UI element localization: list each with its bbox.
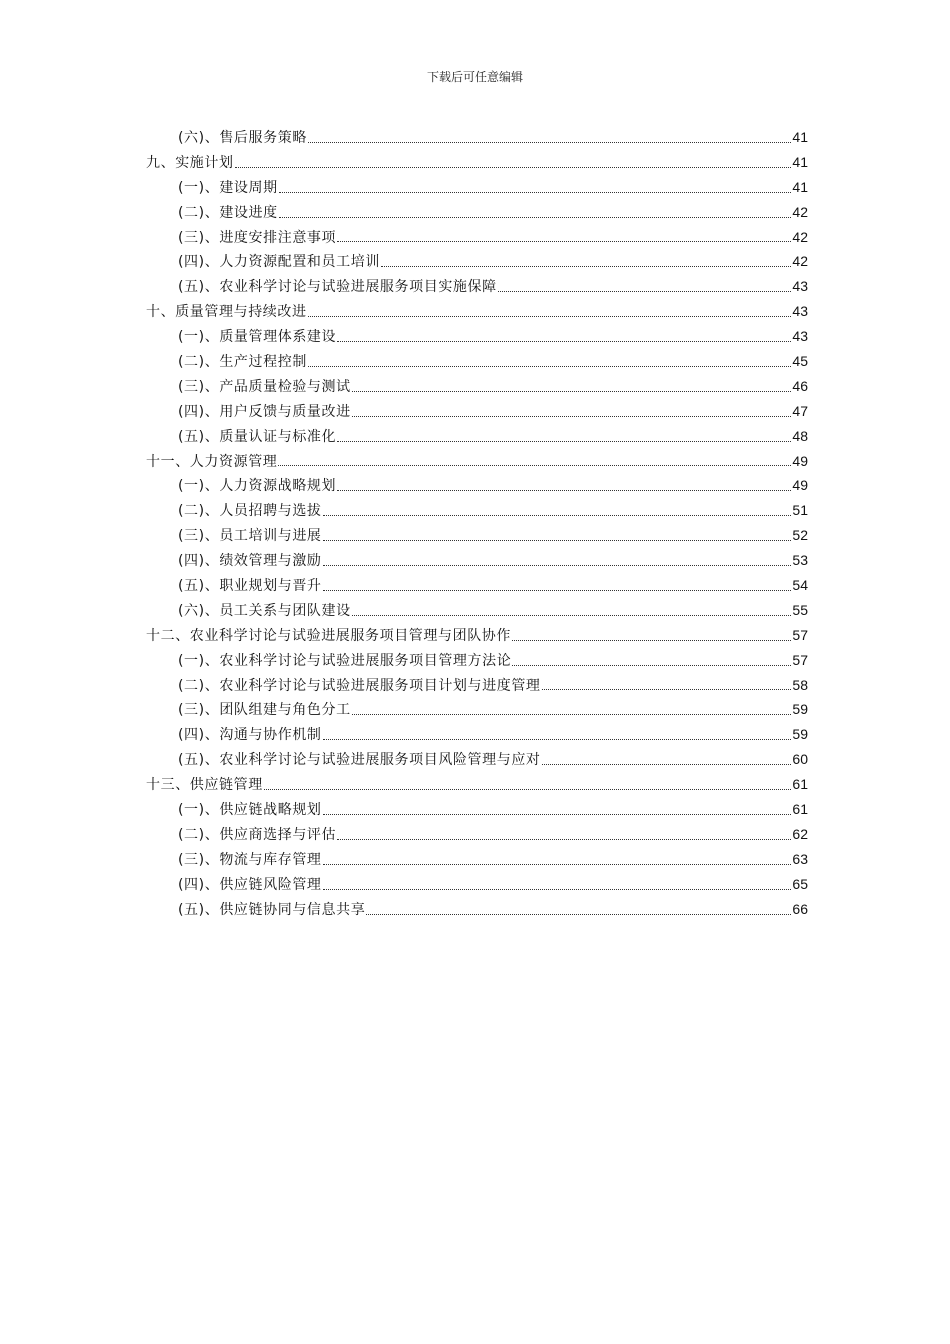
toc-entry[interactable] — [146, 598, 808, 623]
toc-entry[interactable] — [146, 150, 808, 175]
toc-entry-page-number: 48 — [792, 427, 808, 444]
toc-dot-leader — [352, 377, 792, 392]
toc-dot-leader — [279, 203, 792, 218]
toc-entry-title: (一)、农业科学讨论与试验进展服务项目管理方法论 — [178, 652, 512, 669]
toc-dot-leader — [323, 850, 792, 865]
toc-entry-page-number: 61 — [792, 776, 808, 793]
toc-entry-title: (五)、农业科学讨论与试验进展服务项目风险管理与应对 — [178, 752, 541, 769]
toc-entry-title: 十三、供应链管理 — [146, 777, 263, 794]
toc-dot-leader — [352, 402, 792, 417]
toc-entry[interactable] — [146, 374, 808, 399]
toc-entry[interactable] — [146, 498, 808, 523]
toc-entry[interactable] — [146, 125, 808, 150]
toc-entry-page-number: 51 — [792, 502, 808, 519]
toc-entry[interactable] — [146, 623, 808, 648]
toc-entry-title: (五)、农业科学讨论与试验进展服务项目实施保障 — [178, 279, 497, 296]
toc-entry-title: (五)、质量认证与标准化 — [178, 428, 337, 445]
toc-entry-page-number: 43 — [792, 303, 808, 320]
toc-dot-leader — [337, 825, 791, 840]
toc-entry[interactable] — [146, 797, 808, 822]
toc-entry[interactable] — [146, 822, 808, 847]
toc-entry[interactable] — [146, 399, 808, 424]
toc-entry-page-number: 41 — [792, 178, 808, 195]
toc-entry[interactable] — [146, 200, 808, 225]
toc-entry-page-number: 46 — [792, 377, 808, 394]
toc-dot-leader — [308, 302, 792, 317]
toc-dot-leader — [323, 576, 792, 591]
toc-entry-page-number: 42 — [792, 228, 808, 245]
toc-entry[interactable] — [146, 175, 808, 200]
toc-entry-title: 十、质量管理与持续改进 — [146, 304, 307, 321]
toc-entry-page-number: 62 — [792, 825, 808, 842]
toc-dot-leader — [323, 501, 792, 516]
toc-entry-page-number: 59 — [792, 701, 808, 718]
toc-entry[interactable] — [146, 473, 808, 498]
toc-dot-leader — [337, 476, 791, 491]
toc-dot-leader — [352, 700, 792, 715]
toc-entry[interactable] — [146, 299, 808, 324]
toc-entry-page-number: 42 — [792, 253, 808, 270]
toc-entry-page-number: 41 — [792, 153, 808, 170]
toc-dot-leader — [279, 178, 792, 193]
toc-entry-page-number: 52 — [792, 527, 808, 544]
toc-entry[interactable] — [146, 274, 808, 299]
toc-entry-title: (二)、建设进度 — [178, 204, 278, 221]
toc-entry-page-number: 61 — [792, 801, 808, 818]
toc-entry-title: (二)、人员招聘与选拔 — [178, 503, 322, 520]
toc-entry-title: (一)、人力资源战略规划 — [178, 478, 337, 495]
toc-entry[interactable] — [146, 424, 808, 449]
toc-entry-page-number: 42 — [792, 203, 808, 220]
toc-entry-title: (三)、员工培训与进展 — [178, 528, 322, 545]
toc-entry-page-number: 55 — [792, 601, 808, 618]
toc-dot-leader — [323, 875, 792, 890]
toc-entry-title: 十一、人力资源管理 — [146, 453, 278, 470]
toc-entry-title: 九、实施计划 — [146, 154, 234, 171]
toc-entry[interactable] — [146, 349, 808, 374]
toc-dot-leader — [337, 327, 791, 342]
toc-entry-title: (六)、售后服务策略 — [178, 130, 307, 146]
toc-entry-title: (一)、供应链战略规划 — [178, 802, 322, 819]
toc-dot-leader — [235, 153, 792, 168]
toc-entry-page-number: 47 — [792, 402, 808, 419]
toc-entry-title: (四)、供应链风险管理 — [178, 876, 322, 893]
toc-dot-leader — [308, 128, 791, 143]
toc-dot-leader — [498, 277, 792, 292]
toc-entry-title: (三)、产品质量检验与测试 — [178, 378, 351, 395]
toc-entry-page-number: 41 — [792, 129, 808, 145]
toc-entry-page-number: 59 — [792, 726, 808, 743]
toc-entry-title: (三)、团队组建与角色分工 — [178, 702, 351, 719]
toc-dot-leader — [337, 427, 791, 442]
toc-entry[interactable] — [146, 225, 808, 250]
toc-entry-page-number: 65 — [792, 875, 808, 892]
toc-entry-page-number: 66 — [792, 900, 808, 917]
toc-dot-leader — [323, 725, 792, 740]
toc-entry[interactable] — [146, 324, 808, 349]
toc-entry[interactable] — [146, 897, 808, 922]
toc-entry[interactable] — [146, 548, 808, 573]
toc-dot-leader — [352, 601, 792, 616]
toc-dot-leader — [542, 750, 792, 765]
toc-entry[interactable] — [146, 648, 808, 673]
toc-entry-title: (一)、质量管理体系建设 — [178, 329, 337, 346]
toc-entry-page-number: 58 — [792, 676, 808, 693]
toc-entry[interactable] — [146, 722, 808, 747]
toc-entry-page-number: 43 — [792, 278, 808, 295]
toc-entry-page-number: 57 — [792, 651, 808, 668]
toc-entry-page-number: 54 — [792, 577, 808, 594]
toc-entry-page-number: 45 — [792, 353, 808, 370]
toc-dot-leader — [323, 526, 792, 541]
toc-dot-leader — [512, 651, 791, 666]
toc-dot-leader — [308, 352, 791, 367]
toc-entry-title: (一)、建设周期 — [178, 179, 278, 196]
toc-entry-title: (四)、人力资源配置和员工培训 — [178, 254, 380, 271]
toc-entry[interactable] — [146, 872, 808, 897]
toc-entry-page-number: 53 — [792, 552, 808, 569]
toc-entry-title: (四)、沟通与协作机制 — [178, 727, 322, 744]
toc-entry-title: (三)、物流与库存管理 — [178, 851, 322, 868]
toc-entry[interactable] — [146, 747, 808, 772]
toc-entry-title: (五)、职业规划与晋升 — [178, 578, 322, 595]
toc-entry-page-number: 49 — [792, 477, 808, 494]
page-header: 下载后可任意编辑 — [426, 70, 523, 84]
toc-dot-leader — [542, 675, 792, 690]
toc-entry[interactable] — [146, 697, 808, 722]
toc-dot-leader — [337, 227, 791, 242]
toc-entry-title: (二)、供应商选择与评估 — [178, 826, 337, 843]
toc-entry-page-number: 63 — [792, 850, 808, 867]
toc-entry[interactable] — [146, 847, 808, 872]
toc-entry-title: (五)、供应链协同与信息共享 — [178, 901, 366, 918]
toc-entry[interactable] — [146, 673, 808, 698]
toc-entry[interactable] — [146, 449, 808, 474]
toc-entry-page-number: 49 — [792, 452, 808, 469]
toc-entry-page-number: 43 — [792, 328, 808, 345]
toc-entry[interactable] — [146, 772, 808, 797]
toc-entry-page-number: 60 — [792, 751, 808, 768]
toc-dot-leader — [264, 775, 792, 790]
table-of-contents — [146, 125, 808, 922]
toc-dot-leader — [512, 626, 791, 641]
toc-dot-leader — [381, 252, 791, 267]
toc-entry-title: (四)、用户反馈与质量改进 — [178, 403, 351, 420]
toc-entry-title: (三)、进度安排注意事项 — [178, 229, 337, 246]
toc-dot-leader — [323, 551, 792, 566]
toc-entry-title: (二)、生产过程控制 — [178, 354, 307, 371]
toc-entry-title: 十二、农业科学讨论与试验进展服务项目管理与团队协作 — [146, 627, 511, 644]
toc-dot-leader — [323, 800, 792, 815]
toc-entry-title: (四)、绩效管理与激励 — [178, 553, 322, 570]
toc-entry-title: (六)、员工关系与团队建设 — [178, 602, 351, 619]
toc-dot-leader — [366, 900, 791, 915]
toc-entry-title: (二)、农业科学讨论与试验进展服务项目计划与进度管理 — [178, 677, 541, 694]
toc-entry[interactable] — [146, 573, 808, 598]
toc-entry[interactable] — [146, 249, 808, 274]
toc-entry-page-number: 57 — [792, 626, 808, 643]
toc-entry[interactable] — [146, 523, 808, 548]
toc-dot-leader — [278, 451, 791, 466]
